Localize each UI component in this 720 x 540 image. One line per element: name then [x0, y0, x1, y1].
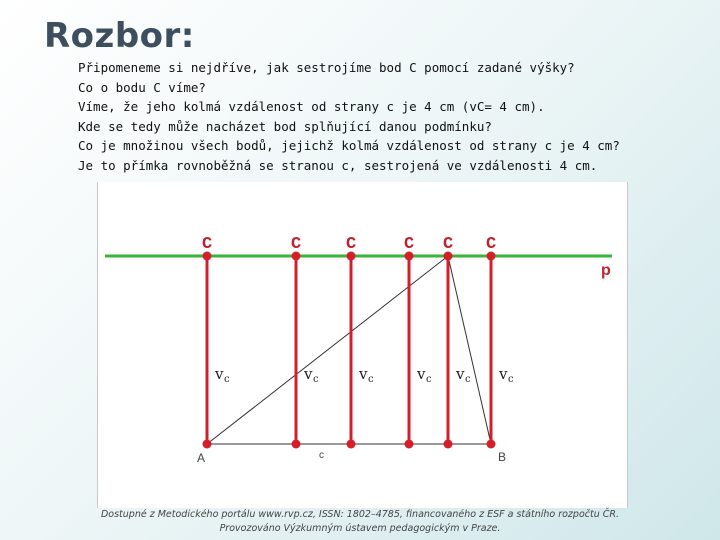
height-foot-4 — [405, 440, 414, 449]
construction-figure — [97, 182, 628, 508]
point-c-label-3: C — [346, 235, 357, 254]
height-foot-2 — [292, 440, 301, 449]
footer-line-2: Provozováno Výzkumným ústavem pedagogickým v Praze. — [219, 523, 501, 534]
height-label-4: v — [417, 365, 426, 383]
side-c-label: c — [319, 450, 324, 461]
height-label-sub-6: c — [508, 374, 514, 385]
side-a-line — [448, 256, 491, 444]
height-label-sub-3: c — [368, 374, 374, 385]
slide-title: Rozbor: — [44, 16, 195, 56]
text-line-1: Připomeneme si nejdříve, jak sestrojíme bod C pomocí zadané výšky? — [78, 60, 575, 75]
text-line-2: Co o bodu C víme? — [78, 79, 206, 95]
point-c-label-1: C — [202, 235, 213, 254]
text-line-4: Kde se tedy může nacházet bod splňující danou podmínku? — [78, 118, 492, 134]
height-label-6: v — [499, 365, 508, 383]
height-label-sub-1: c — [224, 374, 230, 385]
line-p-label: p — [601, 262, 611, 279]
analysis-text — [78, 58, 698, 175]
height-foot-1 — [203, 440, 212, 449]
height-label-5: v — [456, 365, 465, 383]
text-line-3: Víme, že jeho kolmá vzdálenost od strany c je 4 cm (vC= 4 cm). — [78, 99, 545, 114]
text-line-6: Je to přímka rovnoběžná se stranou c, sestrojená ve vzdálenosti 4 cm. — [78, 157, 598, 173]
height-label-2: v — [304, 365, 313, 383]
point-c-label-2: C — [291, 235, 302, 254]
height-label-1: v — [215, 365, 224, 383]
construction-diagram — [98, 182, 627, 508]
point-c-label-4: C — [404, 235, 415, 254]
height-label-sub-2: c — [313, 374, 319, 385]
height-foot-3 — [347, 440, 356, 449]
point-c-label-6: C — [486, 235, 497, 254]
height-label-sub-4: c — [426, 374, 432, 385]
point-c-label-5: C — [443, 235, 454, 254]
height-label-sub-5: c — [465, 374, 471, 385]
height-foot-5 — [444, 440, 453, 449]
text-line-5: Co je množinou všech bodů, jejichž kolmá vzdálenost od strany c je 4 cm? — [78, 138, 620, 153]
height-foot-6 — [487, 440, 496, 449]
point-a-label: A — [197, 451, 206, 465]
height-label-3: v — [359, 365, 368, 383]
point-b-label: B — [498, 450, 507, 464]
side-b-line — [207, 256, 448, 444]
footer-credit — [60, 508, 660, 536]
footer-line-1: Dostupné z Metodického portálu www.rvp.cz, ISSN: 1802–4785, financovaného z ESF a státního rozpočtu ČR. — [100, 509, 620, 520]
